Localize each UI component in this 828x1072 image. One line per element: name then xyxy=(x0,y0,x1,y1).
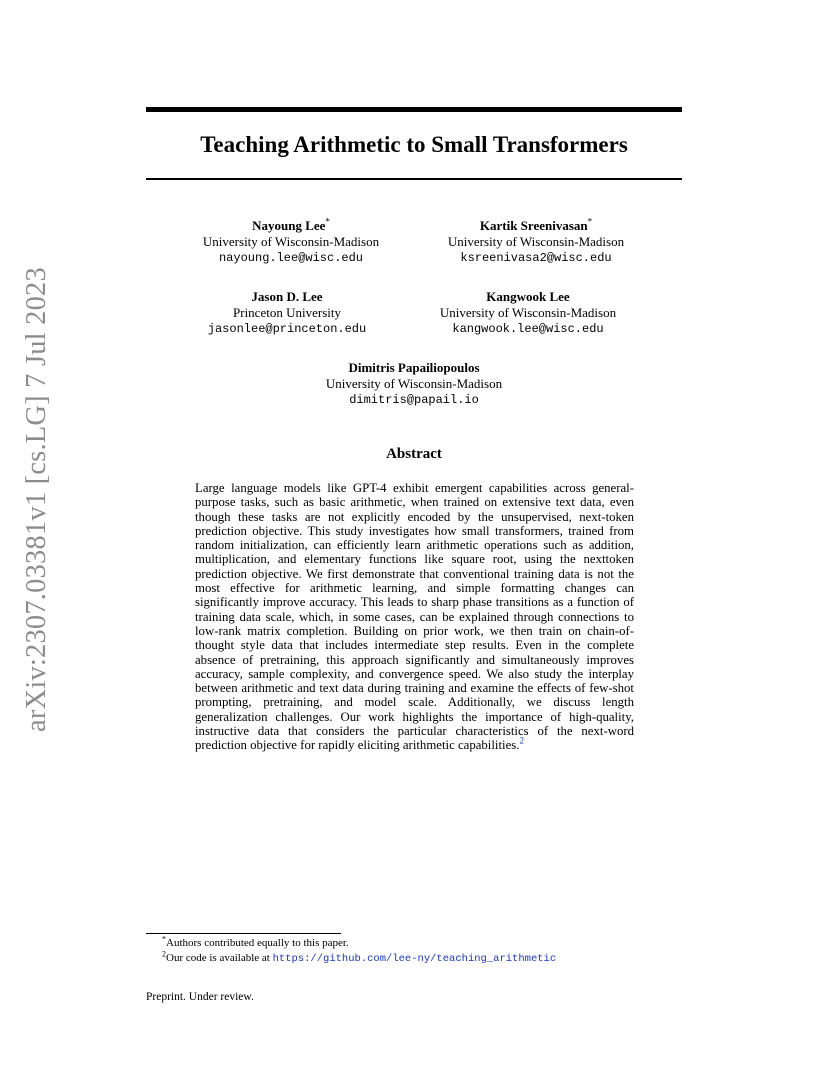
abstract-heading: Abstract xyxy=(386,446,442,462)
author-name: Kangwook Lee xyxy=(486,289,570,304)
author-name: Kartik Sreenivasan* xyxy=(479,216,593,233)
preprint-note: Preprint. Under review. xyxy=(146,991,254,1003)
author-name: Dimitris Papailiopoulos xyxy=(348,360,480,375)
author-email[interactable]: ksreenivasa2@wisc.edu xyxy=(460,251,612,265)
footnote-equal-contribution: *Authors contributed equally to this paper. xyxy=(162,934,349,949)
author-affiliation: University of Wisconsin-Madison xyxy=(202,234,380,249)
author-block-4 xyxy=(398,289,658,337)
code-repository-link[interactable]: https://github.com/lee-ny/teaching_arithmetic xyxy=(272,953,557,965)
author-email[interactable]: jasonlee@princeton.edu xyxy=(207,322,367,336)
author-email[interactable]: dimitris@papail.io xyxy=(349,393,479,407)
author-email[interactable]: nayoung.lee@wisc.edu xyxy=(218,251,364,265)
author-name: Jason D. Lee xyxy=(251,289,323,304)
author-affiliation: University of Wisconsin-Madison xyxy=(447,234,625,249)
author-block-1 xyxy=(161,218,421,266)
arxiv-identifier-stamp: arXiv:2307.03381v1 [cs.LG] 7 Jul 2023 xyxy=(21,267,52,732)
footnote-2-ref-link[interactable]: 2 xyxy=(519,736,524,747)
author-affiliation: University of Wisconsin-Madison xyxy=(439,305,617,320)
abstract-paragraph: Large language models like GPT-4 exhibit emergent capabilities across generalpurpose tasks, such as basic arithmetic, when trained on extensive text data, even though these tasks are not explicitly encoded by the unsupervised, next-token prediction objective. This study investigates how small transformers, trained from random initialization, can efficiently learn arithmetic operations such as addition, multiplication, and elementary functions like square root, using the nexttoken prediction objective. We first demonstrate that conventional training data is not the most effective for arithmetic learning, and simple formatting changes can significantly improve accuracy. This leads to sharp phase transitions as a function of training data scale, which, in some cases, can be explained through connections to low-rank matrix completion. Building on prior work, we then train on chain-of-thought style data that includes intermediate step results. Even in the complete absence of pretraining, this approach significantly and simultaneously improves accuracy, sample complexity, and convergence speed. We also study the interplay between arithmetic and text data during training and examine the effects of few-shot prompting, pretraining, and model scale. Additionally, we discuss length generalization challenges. Our work highlights the importance of high-quality, instructive data that considers the particular characteristics of the next-word prediction objective for rapidly eliciting arithmetic capabilities. xyxy=(195,481,634,753)
author-affiliation: University of Wisconsin-Madison xyxy=(325,376,503,391)
author-email[interactable]: kangwook.lee@wisc.edu xyxy=(452,322,604,336)
author-affiliation: Princeton University xyxy=(233,305,341,320)
footnote-rule xyxy=(146,933,341,934)
paper-title: Teaching Arithmetic to Small Transformers xyxy=(200,132,628,157)
author-block-5 xyxy=(284,360,544,408)
abstract-text xyxy=(195,481,634,753)
author-block-2 xyxy=(406,218,666,266)
footnote-code-availability: $^2$Our code is available at https://github.com/lee-ny/teaching_arithmetic xyxy=(162,949,557,965)
title-bottom-rule xyxy=(146,178,682,180)
title-top-rule xyxy=(146,107,682,112)
author-name: Nayoung Lee* xyxy=(252,216,330,233)
author-block-3 xyxy=(157,289,417,337)
